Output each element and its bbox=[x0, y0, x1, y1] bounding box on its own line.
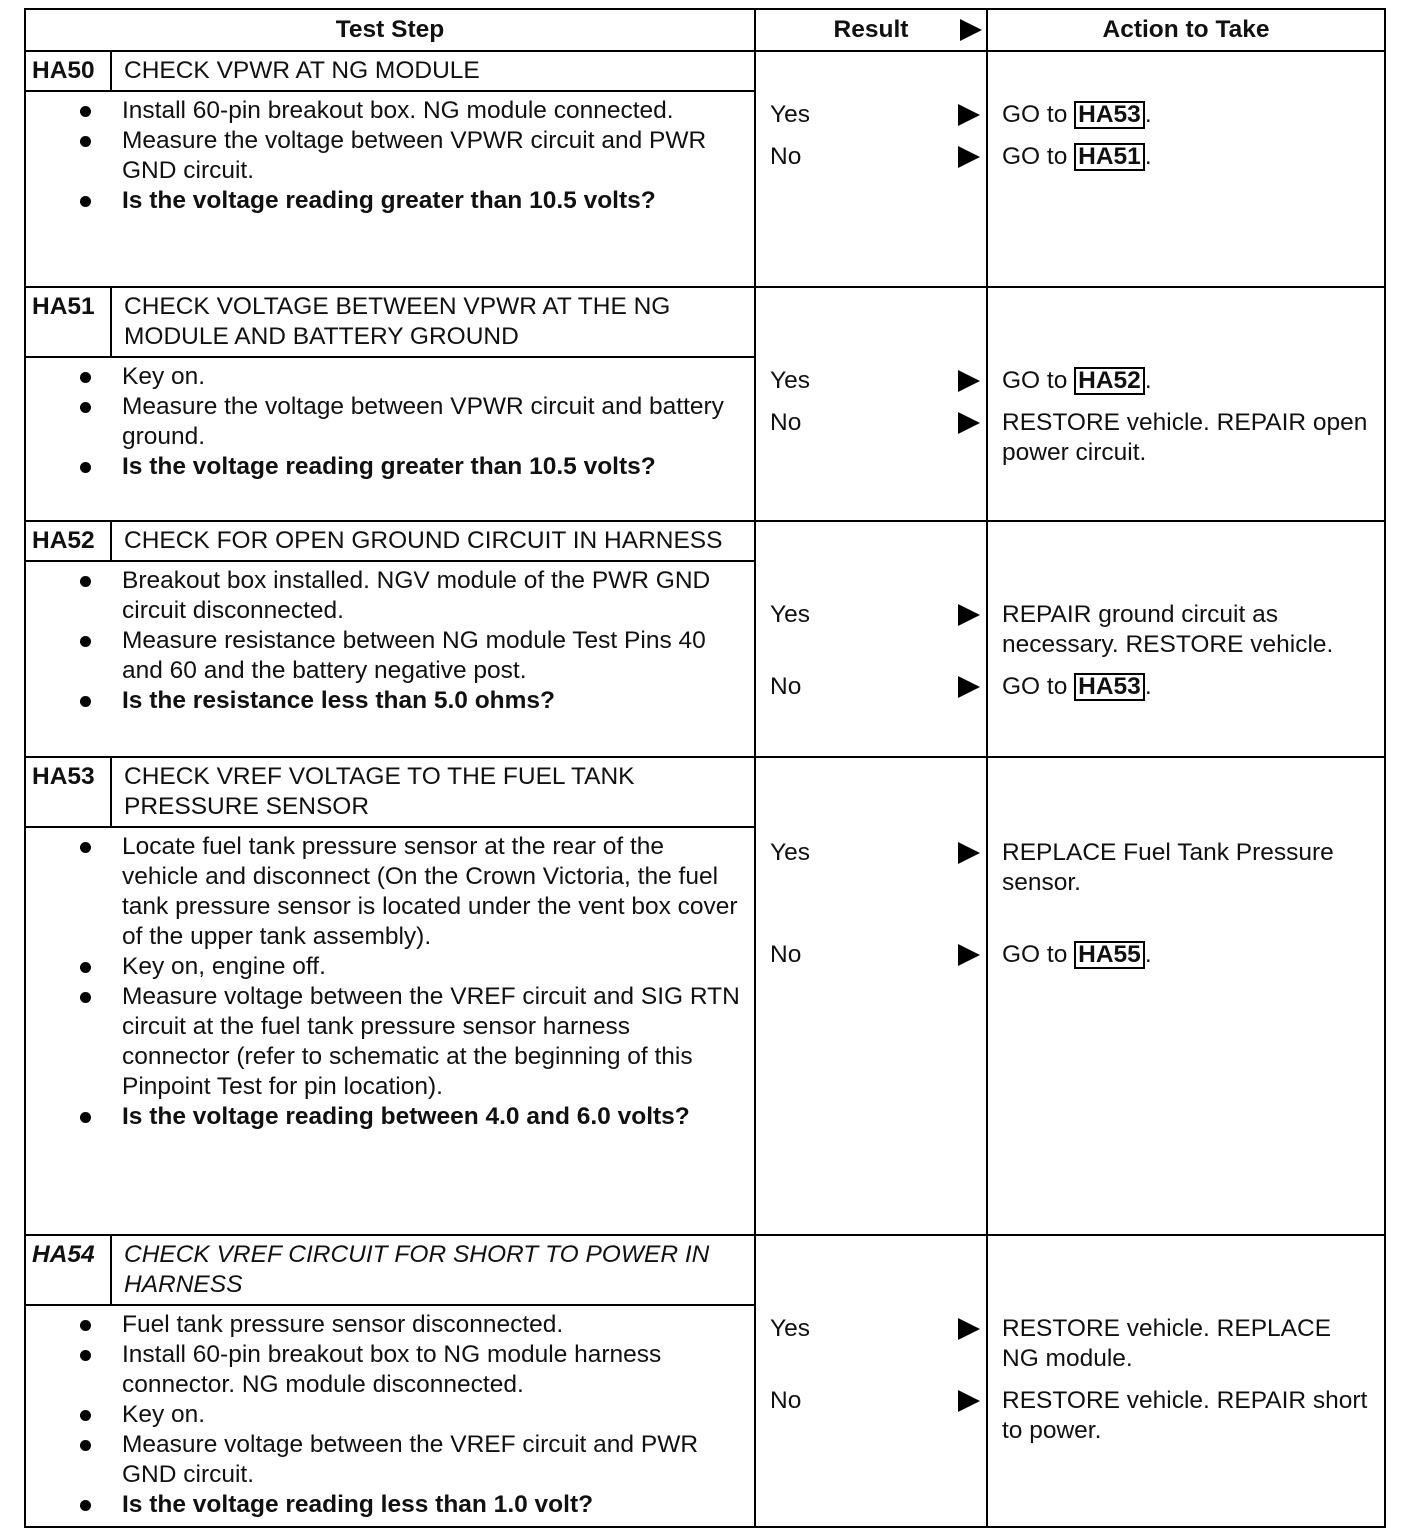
step-question: Is the resistance less than 5.0 ohms? bbox=[122, 686, 744, 716]
step-question: Is the voltage reading between 4.0 and 6.0 volts? bbox=[122, 1102, 744, 1132]
result-label: No bbox=[770, 1387, 802, 1414]
result-no bbox=[770, 672, 982, 702]
arrow-icon bbox=[958, 1390, 980, 1412]
instruction-item: Install 60-pin breakout box. NG module connected. bbox=[122, 96, 744, 126]
instruction-item: Key on, engine off. bbox=[122, 952, 744, 982]
result-yes bbox=[770, 366, 982, 396]
result-no bbox=[770, 142, 982, 172]
step-row-ha54 bbox=[25, 1235, 1385, 1527]
action-text: GO to bbox=[1002, 367, 1068, 394]
step-header bbox=[26, 52, 754, 92]
action-text: GO to bbox=[1002, 101, 1068, 128]
result-cell bbox=[755, 1235, 987, 1527]
step-id: HA54 bbox=[26, 1236, 112, 1304]
action-yes bbox=[1002, 100, 1374, 130]
result-label: Yes bbox=[770, 1315, 810, 1342]
result-label: No bbox=[770, 941, 802, 968]
instruction-item: Breakout box installed. NGV module of the PWR GND circuit disconnected. bbox=[122, 566, 744, 626]
arrow-icon bbox=[958, 604, 980, 626]
arrow-icon bbox=[958, 370, 980, 392]
result-label: Yes bbox=[770, 601, 810, 628]
result-label: Yes bbox=[770, 101, 810, 128]
step-question: Is the voltage reading less than 1.0 volt? bbox=[122, 1490, 744, 1520]
result-label: No bbox=[770, 673, 802, 700]
action-suffix: . bbox=[1144, 367, 1152, 394]
result-yes bbox=[770, 838, 982, 868]
step-header bbox=[26, 1236, 754, 1306]
action-suffix: . bbox=[1144, 143, 1152, 170]
action-no bbox=[1002, 142, 1374, 172]
step-row-ha51 bbox=[25, 287, 1385, 521]
step-instructions bbox=[26, 358, 754, 484]
action-yes: REPLACE Fuel Tank Pressure sensor. bbox=[1002, 839, 1334, 896]
step-instructions bbox=[26, 92, 754, 218]
arrow-icon bbox=[958, 412, 980, 434]
step-question: Is the voltage reading greater than 10.5 volts? bbox=[122, 452, 744, 482]
instruction-item: Measure the voltage between VPWR circuit and battery ground. bbox=[122, 392, 744, 452]
step-question: Is the voltage reading greater than 10.5 volts? bbox=[122, 186, 744, 216]
arrow-icon bbox=[958, 1318, 980, 1340]
pinpoint-test-sheet bbox=[24, 8, 1384, 1528]
step-title: CHECK VPWR AT NG MODULE bbox=[124, 57, 480, 84]
action-yes bbox=[1002, 366, 1374, 396]
action-text: GO to bbox=[1002, 673, 1068, 700]
action-suffix: . bbox=[1144, 941, 1152, 968]
step-id: HA51 bbox=[26, 288, 112, 356]
step-reference: HA55 bbox=[1074, 941, 1145, 969]
arrow-icon bbox=[960, 19, 982, 41]
step-reference: HA53 bbox=[1074, 673, 1145, 701]
step-id: HA53 bbox=[26, 758, 112, 826]
step-cell bbox=[25, 1235, 755, 1527]
header-action: Action to Take bbox=[987, 9, 1385, 51]
step-reference: HA51 bbox=[1074, 143, 1145, 171]
result-no bbox=[770, 1386, 982, 1416]
step-id: HA52 bbox=[26, 522, 112, 560]
instruction-item: Measure voltage between the VREF circuit and SIG RTN circuit at the fuel tank pressure sensor harness connector (refer to schematic at the beginning of this Pinpoint Test for pin location). bbox=[122, 982, 744, 1102]
action-suffix: . bbox=[1144, 673, 1152, 700]
action-suffix: . bbox=[1144, 101, 1152, 128]
step-cell bbox=[25, 521, 755, 757]
step-reference: HA52 bbox=[1074, 367, 1145, 395]
step-cell bbox=[25, 287, 755, 521]
action-no: RESTORE vehicle. REPAIR open power circuit. bbox=[1002, 409, 1368, 466]
action-cell bbox=[987, 51, 1385, 287]
arrow-icon bbox=[958, 146, 980, 168]
step-header bbox=[26, 522, 754, 562]
arrow-icon bbox=[958, 104, 980, 126]
result-yes bbox=[770, 600, 982, 630]
result-label: No bbox=[770, 409, 802, 436]
header-test-step: Test Step bbox=[25, 9, 755, 51]
instruction-item: Measure resistance between NG module Test Pins 40 and 60 and the battery negative post. bbox=[122, 626, 744, 686]
result-label: Yes bbox=[770, 367, 810, 394]
action-text: GO to bbox=[1002, 941, 1068, 968]
result-label: No bbox=[770, 143, 802, 170]
action-cell bbox=[987, 521, 1385, 757]
result-no bbox=[770, 408, 982, 438]
result-yes bbox=[770, 1314, 982, 1344]
step-instructions bbox=[26, 562, 754, 718]
step-row-ha53 bbox=[25, 757, 1385, 1235]
step-header bbox=[26, 758, 754, 828]
result-label: Yes bbox=[770, 839, 810, 866]
step-title: CHECK VREF CIRCUIT FOR SHORT TO POWER IN HARNESS bbox=[124, 1241, 710, 1298]
action-cell bbox=[987, 287, 1385, 521]
step-instructions bbox=[26, 1306, 754, 1522]
result-cell bbox=[755, 287, 987, 521]
arrow-icon bbox=[958, 842, 980, 864]
step-id: HA50 bbox=[26, 52, 112, 90]
result-no bbox=[770, 940, 982, 970]
step-title: CHECK FOR OPEN GROUND CIRCUIT IN HARNESS bbox=[124, 527, 723, 554]
action-cell bbox=[987, 757, 1385, 1235]
step-title: CHECK VREF VOLTAGE TO THE FUEL TANK PRESSURE SENSOR bbox=[124, 763, 635, 820]
instruction-item: Fuel tank pressure sensor disconnected. bbox=[122, 1310, 744, 1340]
result-cell bbox=[755, 521, 987, 757]
header-result bbox=[755, 9, 987, 51]
header-result-label: Result bbox=[833, 16, 909, 43]
step-reference: HA53 bbox=[1074, 101, 1145, 129]
arrow-icon bbox=[958, 676, 980, 698]
action-cell bbox=[987, 1235, 1385, 1527]
step-header bbox=[26, 288, 754, 358]
instruction-item: Key on. bbox=[122, 362, 744, 392]
step-cell bbox=[25, 51, 755, 287]
action-no bbox=[1002, 672, 1374, 702]
action-no: RESTORE vehicle. REPAIR short to power. bbox=[1002, 1387, 1368, 1444]
action-yes: RESTORE vehicle. REPLACE NG module. bbox=[1002, 1315, 1332, 1372]
step-cell bbox=[25, 757, 755, 1235]
pinpoint-test-table bbox=[24, 8, 1386, 1528]
arrow-icon bbox=[958, 944, 980, 966]
result-cell bbox=[755, 51, 987, 287]
instruction-item: Key on. bbox=[122, 1400, 744, 1430]
instruction-item: Locate fuel tank pressure sensor at the rear of the vehicle and disconnect (On the Crown Victoria, the fuel tank pressure sensor is located under the vent box cover of the upper tank assembly). bbox=[122, 832, 744, 952]
instruction-item: Install 60-pin breakout box to NG module harness connector. NG module disconnected. bbox=[122, 1340, 744, 1400]
action-yes: REPAIR ground circuit as necessary. RESTORE vehicle. bbox=[1002, 601, 1334, 658]
instruction-item: Measure voltage between the VREF circuit and PWR GND circuit. bbox=[122, 1430, 744, 1490]
step-row-ha50 bbox=[25, 51, 1385, 287]
action-text: GO to bbox=[1002, 143, 1068, 170]
step-instructions bbox=[26, 828, 754, 1134]
step-title: CHECK VOLTAGE BETWEEN VPWR AT THE NG MODULE AND BATTERY GROUND bbox=[124, 293, 671, 350]
step-row-ha52 bbox=[25, 521, 1385, 757]
result-yes bbox=[770, 100, 982, 130]
instruction-item: Measure the voltage between VPWR circuit and PWR GND circuit. bbox=[122, 126, 744, 186]
result-cell bbox=[755, 757, 987, 1235]
action-no bbox=[1002, 940, 1374, 970]
header-row bbox=[25, 9, 1385, 51]
